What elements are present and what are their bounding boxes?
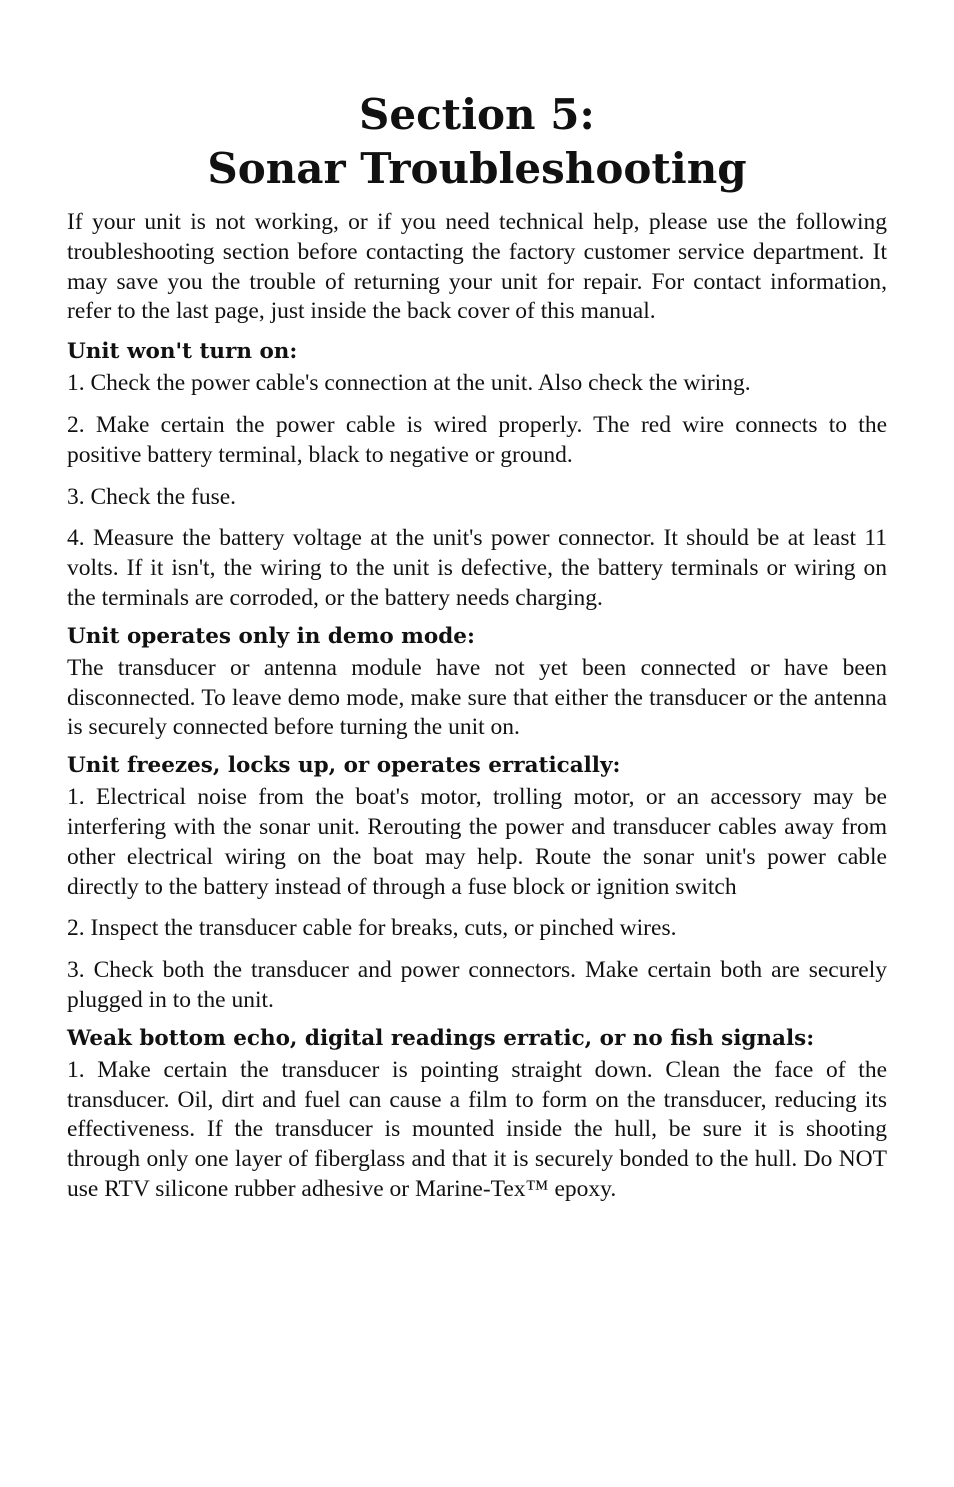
section-weak-bottom-echo (67, 1024, 887, 1205)
step-paragraph: 2. Inspect the transducer cable for breaks, cuts, or pinched wires. (67, 915, 677, 942)
section-heading: Unit freezes, locks up, or operates erratically: (67, 753, 621, 779)
body-paragraph: The transducer or antenna module have not yet been connected or have been disconnected. To leave demo mode, make sure that either the transducer or the antenna is securely connected before turning the unit on. (67, 654, 887, 741)
title-line-1: Section 5: (359, 90, 595, 139)
title-line-2: Sonar Troubleshooting (207, 144, 747, 193)
manual-page (67, 88, 887, 1213)
step-paragraph: 1. Electrical noise from the boat's motor, trolling motor, or an accessory may be interfering with the sonar unit. Rerouting the power and transducer cables away from other electrical wiring on the boat may help. Route the sonar unit's power cable directly to the battery instead of through a fuse block or ignition switch (67, 784, 887, 900)
section-unit-wont-turn-on (67, 337, 887, 614)
intro-paragraph: If your unit is not working, or if you need technical help, please use the following troubleshooting section before contacting the factory customer service department. It may save you the trouble of returning your unit for repair. For contact information, refer to the last page, just inside the back cover of this manual. (67, 209, 887, 325)
step-paragraph: 1. Make certain the transducer is pointing straight down. Clean the face of the transducer. Oil, dirt and fuel can cause a film to form on the transducer, reducing its effectiveness. If the transducer is mounted inside the hull, be sure it is shooting through only one layer of fiberglass and that it is securely bonded to the hull. Do NOT use RTV silicone rubber adhesive or Marine-Tex™ epoxy. (67, 1056, 887, 1202)
step-paragraph: 4. Measure the battery voltage at the unit's power connector. It should be at least 11 volts. If it isn't, the wiring to the unit is defective, the battery terminals or wiring on the terminals are corroded, or the battery needs charging. (67, 525, 887, 611)
step-paragraph: 3. Check both the transducer and power connectors. Make certain both are securely plugged in to the unit. (67, 957, 887, 1013)
section-demo-mode (67, 622, 887, 743)
step-paragraph: 1. Check the power cable's connection at the unit. Also check the wiring. (67, 370, 751, 397)
page-title (67, 88, 887, 196)
section-unit-freezes (67, 751, 887, 1016)
section-heading: Unit operates only in demo mode: (67, 623, 475, 649)
section-heading: Weak bottom echo, digital readings erratic, or no fish signals: (67, 1025, 815, 1051)
step-paragraph: 2. Make certain the power cable is wired properly. The red wire connects to the positive battery terminal, black to negative or ground. (67, 411, 887, 468)
section-heading: Unit won't turn on: (67, 339, 298, 365)
step-paragraph: 3. Check the fuse. (67, 483, 237, 510)
